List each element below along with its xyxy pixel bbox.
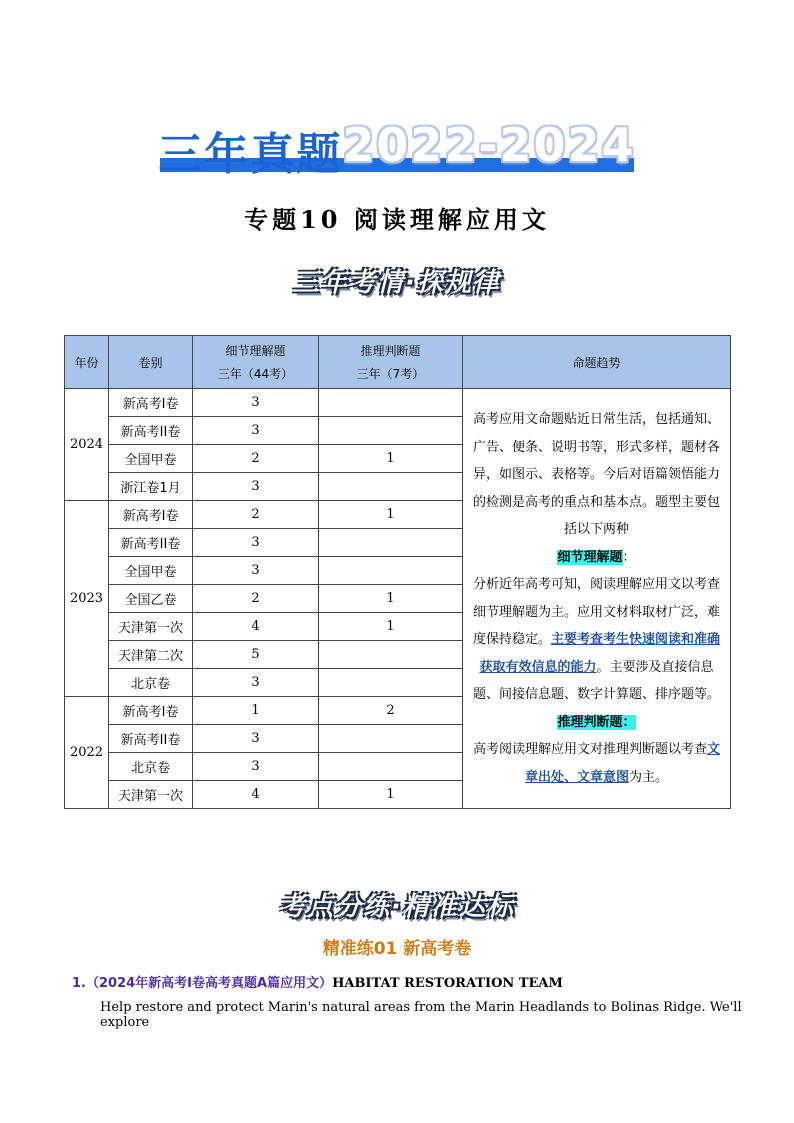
header-trend: 命题趋势 xyxy=(463,336,731,389)
detail-count-cell: 2 xyxy=(193,445,319,473)
paper-cell: 新高考I卷 xyxy=(109,697,193,725)
trend-infer-text: 高考阅读理解应用文对推理判断题以考查 xyxy=(472,742,707,757)
practice-title: 精准练01 新高考卷 xyxy=(322,939,472,959)
infer-count-cell: 1 xyxy=(319,613,463,641)
paper-cell: 新高考II卷 xyxy=(109,417,193,445)
paper-cell: 新高考II卷 xyxy=(109,725,193,753)
infer-count-cell xyxy=(319,529,463,557)
infer-count-cell xyxy=(319,473,463,501)
year-cell: 2022 xyxy=(65,697,109,809)
header-detail-title: 细节理解题 xyxy=(225,344,286,358)
trend-infer-key: 文章出处、文章意图 xyxy=(524,742,721,785)
header-infer xyxy=(319,336,463,389)
detail-count-cell: 3 xyxy=(193,669,319,697)
trend-detail-tail: 。主要涉及直接信息题、间接信息题、数字计算题、排序题等。 xyxy=(472,659,720,702)
detail-count-cell: 3 xyxy=(193,389,319,417)
detail-count-cell: 4 xyxy=(193,781,319,809)
passage-first-line: Help restore and protect Marin's natural areas from the Marin Headlands to Bolinas Ridge. We'll explore xyxy=(100,1000,742,1030)
trend-infer-label: 推理判断题： xyxy=(557,714,636,730)
question-source: （2024年新高考I卷高考真题A篇应用文） xyxy=(85,976,333,991)
year-cell: 2024 xyxy=(65,389,109,501)
header-detail-count: 三年（44考） xyxy=(217,367,294,381)
detail-count-cell: 4 xyxy=(193,613,319,641)
section-heading-trends: 三年考情·探规律 xyxy=(293,268,501,298)
paper-cell: 全国甲卷 xyxy=(109,445,193,473)
trend-detail-colon: ： xyxy=(622,549,636,565)
paper-cell: 天津第一次 xyxy=(109,613,193,641)
paper-cell: 天津第二次 xyxy=(109,641,193,669)
banner-title-years: 2022-2024 xyxy=(342,118,636,172)
banner-title-cn: 三年真题 xyxy=(158,129,343,180)
trend-detail-key: 主要考查考生快速阅读和准确获取有效信息的能力 xyxy=(479,632,721,675)
trend-detail-text: 分析近年高考可知，阅读理解应用文以考查细节理解题为主。应用文材料取材广泛，难度保持稳定。 xyxy=(472,577,720,647)
paper-cell: 新高考II卷 xyxy=(109,529,193,557)
detail-count-cell: 3 xyxy=(193,753,319,781)
trend-infer-tail: 为主。 xyxy=(629,769,669,785)
paper-cell: 全国乙卷 xyxy=(109,585,193,613)
table-row xyxy=(65,389,731,417)
infer-count-cell xyxy=(319,557,463,585)
paper-cell: 新高考I卷 xyxy=(109,389,193,417)
infer-count-cell xyxy=(319,417,463,445)
detail-count-cell: 2 xyxy=(193,501,319,529)
infer-count-cell xyxy=(319,725,463,753)
infer-count-cell: 1 xyxy=(319,445,463,473)
detail-count-cell: 3 xyxy=(193,529,319,557)
paper-cell: 北京卷 xyxy=(109,669,193,697)
detail-count-cell: 3 xyxy=(193,417,319,445)
detail-count-cell: 1 xyxy=(193,697,319,725)
header-infer-title: 推理判断题 xyxy=(360,344,421,358)
exam-statistics-table xyxy=(64,335,731,809)
question-heading xyxy=(72,972,563,991)
detail-count-cell: 5 xyxy=(193,641,319,669)
header-paper: 卷别 xyxy=(109,336,193,389)
header-infer-count: 三年（7考） xyxy=(356,367,425,381)
paper-cell: 天津第一次 xyxy=(109,781,193,809)
detail-count-cell: 3 xyxy=(193,557,319,585)
detail-count-cell: 2 xyxy=(193,585,319,613)
section-heading-practice: 考点分练·精准达标 xyxy=(279,892,515,922)
paper-cell: 全国甲卷 xyxy=(109,557,193,585)
question-title: HABITAT RESTORATION TEAM xyxy=(332,976,563,991)
infer-count-cell: 1 xyxy=(319,781,463,809)
paper-cell: 新高考I卷 xyxy=(109,501,193,529)
infer-count-cell xyxy=(319,669,463,697)
title-banner xyxy=(0,118,794,180)
table-header-row xyxy=(65,336,731,389)
infer-count-cell: 1 xyxy=(319,585,463,613)
infer-count-cell: 1 xyxy=(319,501,463,529)
infer-count-cell xyxy=(319,753,463,781)
detail-count-cell: 3 xyxy=(193,725,319,753)
trend-detail-label: 细节理解题 xyxy=(557,549,623,565)
header-detail xyxy=(193,336,319,389)
infer-count-cell: 2 xyxy=(319,697,463,725)
paper-cell: 北京卷 xyxy=(109,753,193,781)
paper-cell: 浙江卷1月 xyxy=(109,473,193,501)
detail-count-cell: 3 xyxy=(193,473,319,501)
trend-cell xyxy=(463,389,731,809)
header-year: 年份 xyxy=(65,336,109,389)
question-number: 1. xyxy=(72,976,86,991)
trend-intro: 高考应用文命题贴近日常生活，包括通知、广告、便条、说明书等，形式多样，题材各异，如图示、表格等。今后对语篇领悟能力的检测是高考的重点和基本点。题型主要包括以下两种 xyxy=(472,412,720,537)
year-cell: 2023 xyxy=(65,501,109,697)
infer-count-cell xyxy=(319,389,463,417)
topic-subtitle: 专题10 阅读理解应用文 xyxy=(244,205,550,234)
infer-count-cell xyxy=(319,641,463,669)
